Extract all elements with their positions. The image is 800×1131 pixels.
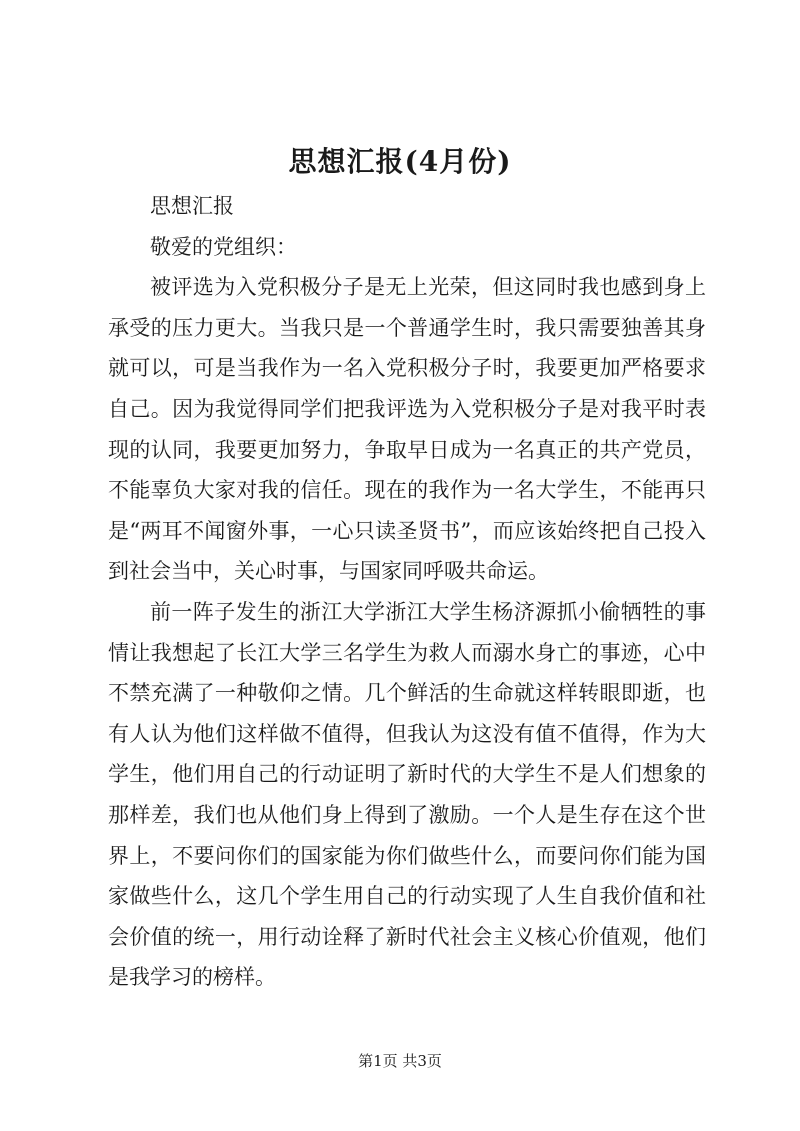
body-paragraph-2: 前一阵子发生的浙江大学浙江大学生杨济源抓小偷牺牲的事情让我想起了长江大学三名学生为救人而溺水身亡的事迹，心中不禁充满了一种敬仰之情。几个鲜活的生命就这样转眼即逝，也有人认为他们这样做不值得，但我认为这没有值不值得，作为大学生，他们用自己的行动证明了新时代的大学生不是人们想象的那样差，我们也从他们身上得到了激励。一个人是生存在这个世界上，不要问你们的国家能为你们做些什么，而要问你们能为国家做些什么，这几个学生用自己的行动实现了人生自我价值和社会价值的统一，用行动诠释了新时代社会主义核心价值观，他们是我学习的榜样。 (108, 599, 706, 990)
document-body (108, 186, 706, 998)
document-title: 思想汇报(4月份) (288, 145, 512, 178)
page-number-footer: 第1页 共3页 (358, 1052, 442, 1070)
body-paragraph-1: 被评选为入党积极分子是无上光荣，但这同时我也感到身上承受的压力更大。当我只是一个普通学生时，我只需要独善其身就可以，可是当我作为一名入党积极分子时，我要更加严格要求自己。因为我觉得同学们把我评选为入党积极分子是对我平时表现的认同，我要更加努力，争取早日成为一名真正的共产党员，不能辜负大家对我的信任。现在的我作为一名大学生，不能再只是“两耳不闻窗外事，一心只读圣贤书”，而应该始终把自己投入到社会当中，关心时事，与国家同呼吸共命运。 (108, 275, 706, 584)
salutation-paragraph: 敬爱的党组织： (150, 234, 297, 259)
report-heading-paragraph: 思想汇报 (150, 194, 234, 218)
